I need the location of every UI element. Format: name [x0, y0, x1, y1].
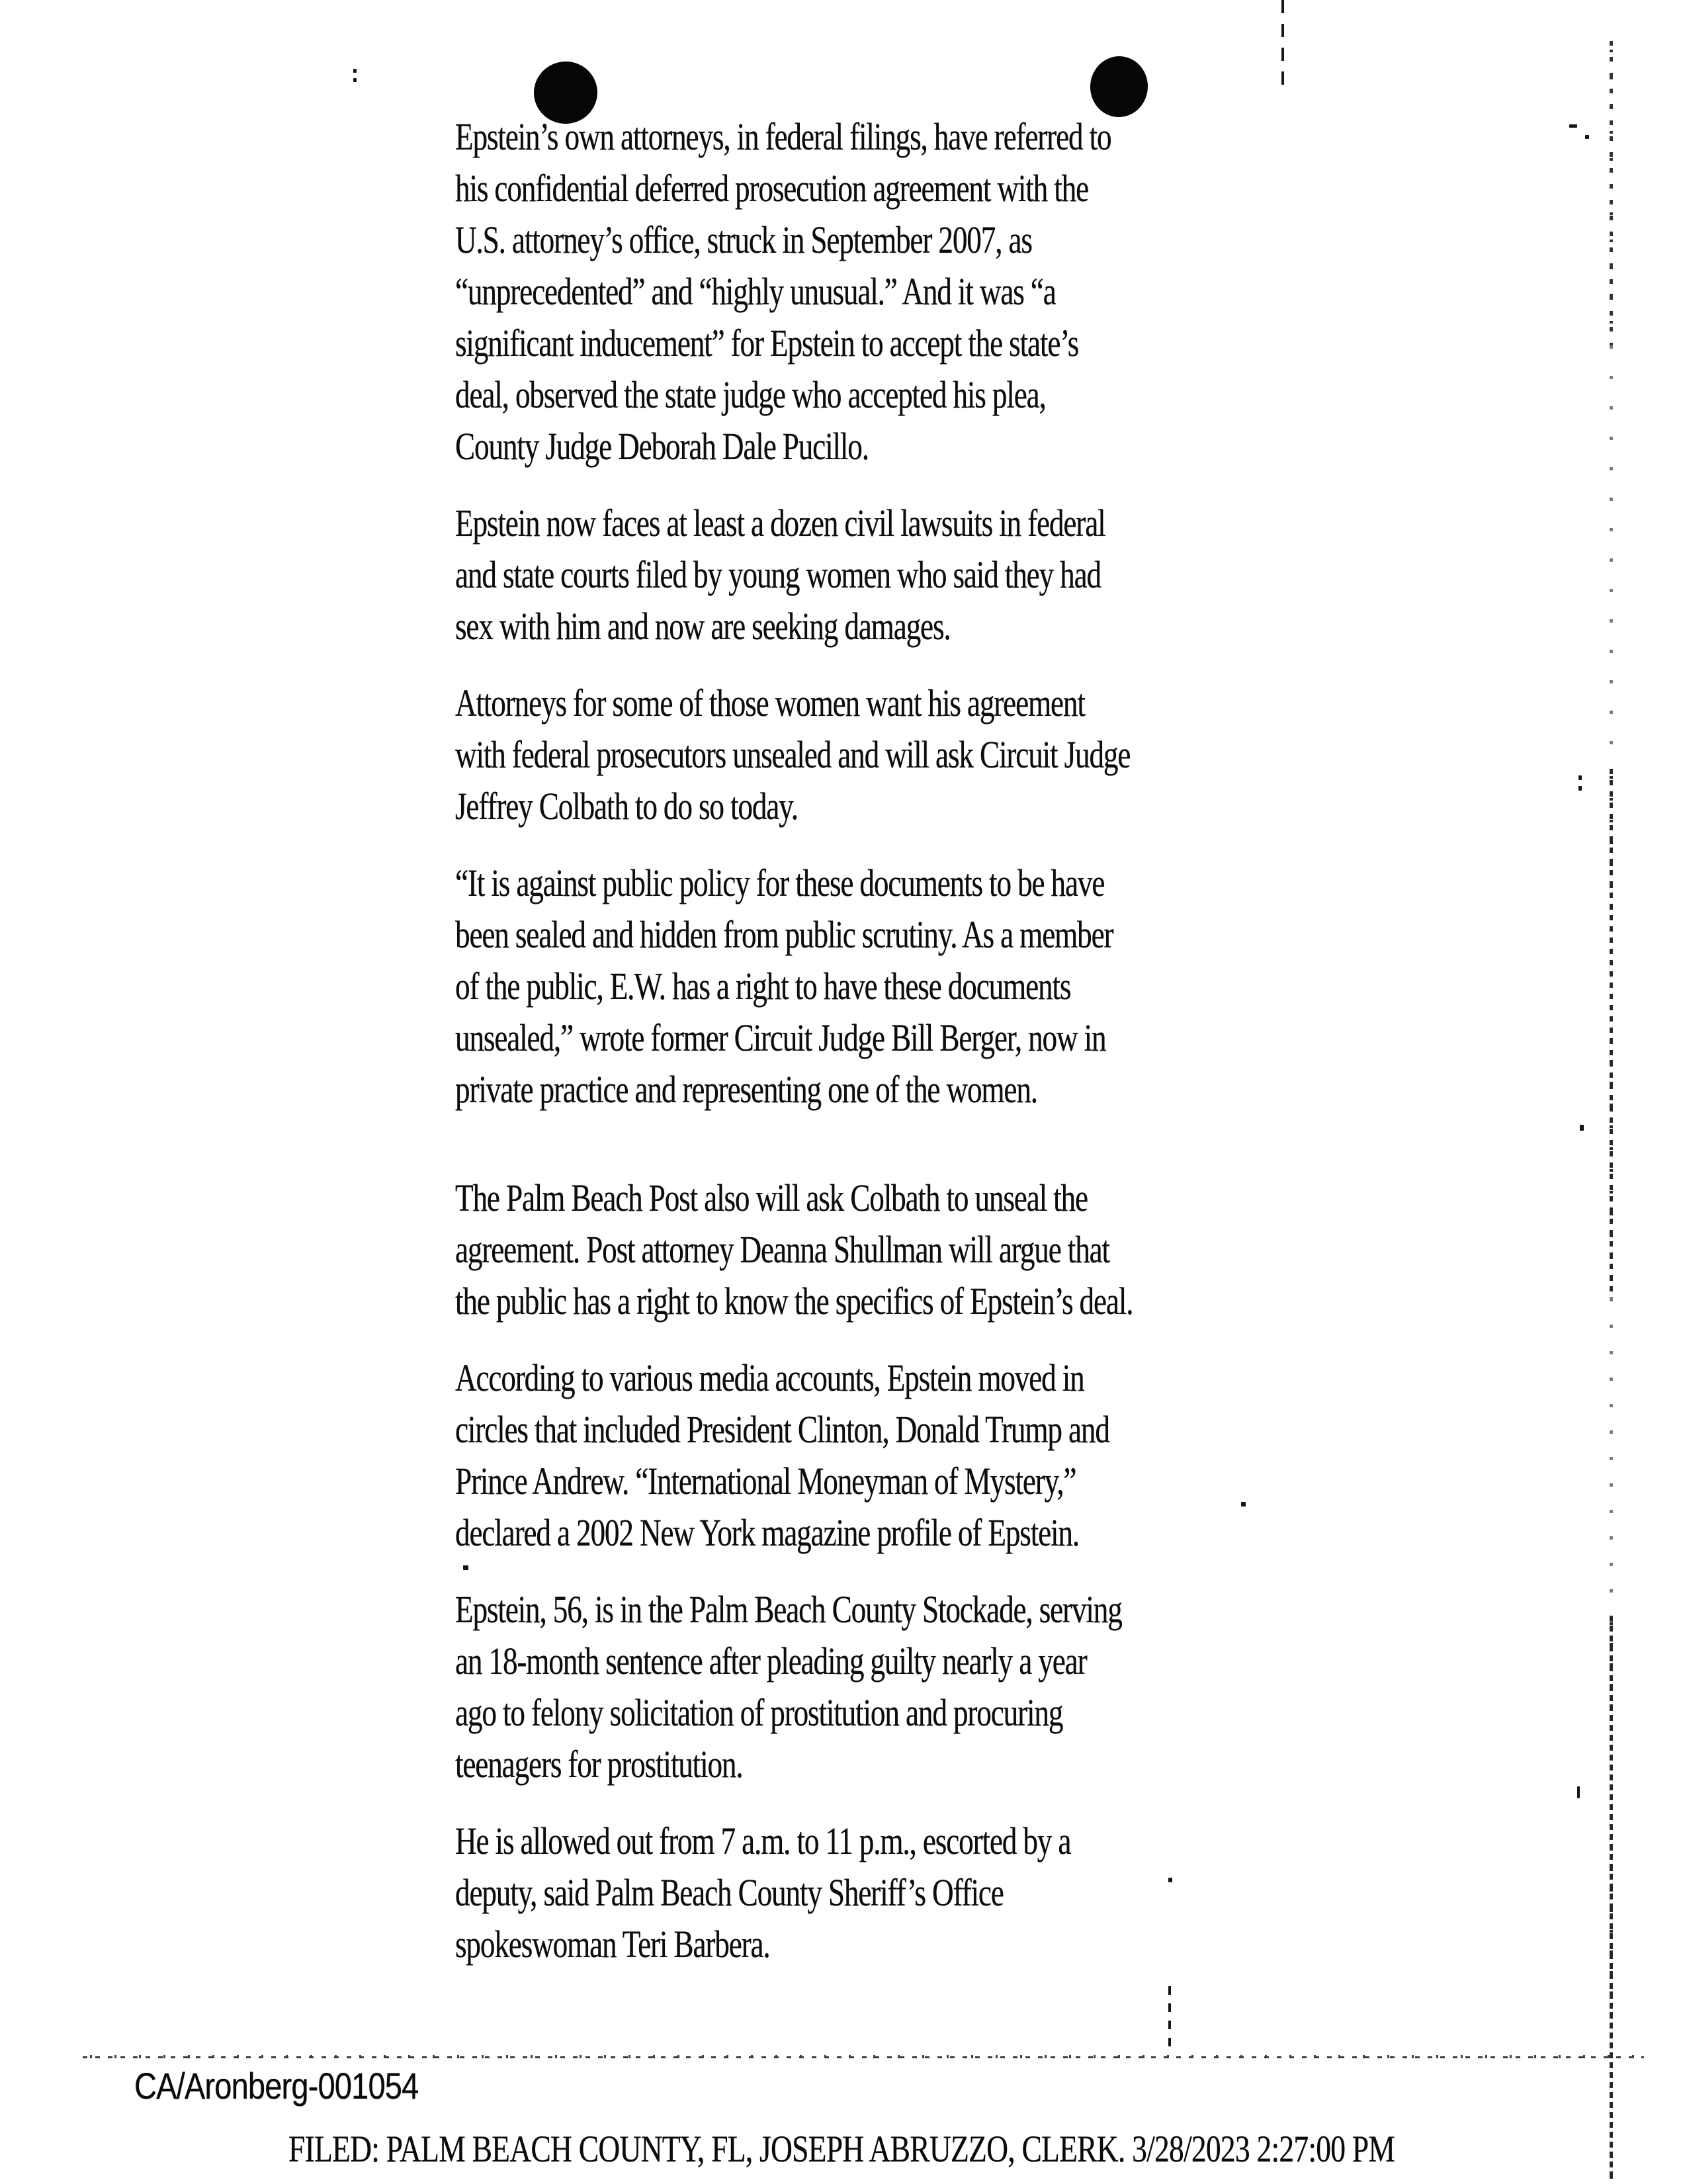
text-line: Epstein’s own attorneys, in federal filings, have referred to	[455, 115, 1111, 158]
text-line: U.S. attorney’s office, struck in September 2007, as	[455, 218, 1032, 261]
text-line: ago to felony solicitation of prostitution and procuring	[455, 1691, 1063, 1734]
paragraph	[455, 1172, 1381, 1327]
text-line: “unprecedented” and “highly unusual.” And it was “a	[455, 270, 1056, 313]
bates-number	[134, 2066, 472, 2107]
bates-number-text: CA/Aronberg-001054	[134, 2065, 419, 2107]
scan-speck	[353, 78, 357, 82]
scan-noise-line-right	[1610, 1616, 1613, 2179]
text-line: Epstein now faces at least a dozen civil lawsuits in federal	[455, 502, 1105, 545]
text-line: Attorneys for some of those women want his agreement	[455, 681, 1085, 724]
scan-speck	[1580, 1125, 1584, 1131]
paragraph	[455, 1584, 1381, 1790]
paragraph	[455, 857, 1381, 1115]
scan-noise-line-right	[1610, 1298, 1613, 1616]
scan-dash-line-top-right	[1281, 0, 1284, 93]
text-line: Jeffrey Colbath to do so today.	[455, 785, 798, 828]
text-line: Epstein, 56, is in the Palm Beach County Stockade, serving	[455, 1588, 1122, 1631]
text-line: He is allowed out from 7 a.m. to 11 p.m., escorted by a	[455, 1819, 1071, 1862]
text-line: According to various media accounts, Epstein moved in	[455, 1356, 1084, 1399]
text-line: sex with him and now are seeking damages.	[455, 605, 951, 648]
text-line: of the public, E.W. has a right to have these documents	[455, 965, 1071, 1008]
paragraph	[455, 498, 1381, 652]
text-line: declared a 2002 New York magazine profile of Epstein.	[455, 1511, 1080, 1554]
scan-noise-line-right	[1610, 345, 1613, 769]
scan-speck	[1585, 135, 1589, 139]
scan-speck	[1577, 1786, 1580, 1798]
scan-speck	[353, 69, 357, 73]
text-line: been sealed and hidden from public scrutiny. As a member	[455, 913, 1113, 956]
paragraph	[455, 677, 1381, 832]
text-line: teenagers for prostitution.	[455, 1743, 743, 1786]
text-line: private practice and representing one of the women.	[455, 1068, 1037, 1111]
redaction-dot-right	[1088, 54, 1150, 119]
scan-speck	[1578, 775, 1582, 780]
text-line: deal, observed the state judge who accepted his plea,	[455, 373, 1046, 416]
text-line: unsealed,” wrote former Circuit Judge Bill Berger, now in	[455, 1016, 1106, 1059]
text-line: his confidential deferred prosecution agreement with the	[455, 167, 1089, 210]
text-line: significant inducement” for Epstein to accept the state’s	[455, 322, 1079, 365]
paragraph	[455, 1815, 1381, 1970]
filing-stamp	[0, 2128, 1683, 2171]
scan-speck	[1569, 124, 1577, 128]
text-line: Prince Andrew. “International Moneyman of Mystery,”	[455, 1460, 1076, 1503]
text-line: with federal prosecutors unsealed and will ask Circuit Judge	[455, 733, 1131, 776]
text-line: The Palm Beach Post also will ask Colbath to unseal the	[455, 1176, 1088, 1219]
scan-noise-line-right	[1610, 769, 1613, 1298]
scan-speck	[1578, 786, 1582, 791]
text-line: an 18-month sentence after pleading guilty nearly a year	[455, 1639, 1087, 1682]
text-line: circles that included President Clinton, Donald Trump and	[455, 1408, 1109, 1451]
article-body	[455, 111, 1381, 1995]
filing-stamp-text: FILED: PALM BEACH COUNTY, FL, JOSEPH ABRUZZO, CLERK. 3/28/2023 2:27:00 PM	[288, 2128, 1395, 2170]
scan-noise-line-right	[1610, 41, 1613, 345]
text-line: the public has a right to know the specifics of Epstein’s deal.	[455, 1280, 1133, 1323]
text-line: “It is against public policy for these documents to be have	[455, 861, 1105, 904]
text-line: spokeswoman Teri Barbera.	[455, 1923, 770, 1966]
text-line: and state courts filed by young women who said they had	[455, 553, 1101, 596]
paragraph	[455, 1352, 1381, 1559]
text-line: agreement. Post attorney Deanna Shullman will argue that	[455, 1228, 1109, 1271]
paragraph	[455, 111, 1381, 472]
text-line: deputy, said Palm Beach County Sheriff’s Office	[455, 1871, 1004, 1914]
scan-noise-hline-footer	[83, 2055, 1644, 2059]
text-line: County Judge Deborah Dale Pucillo.	[455, 425, 869, 468]
